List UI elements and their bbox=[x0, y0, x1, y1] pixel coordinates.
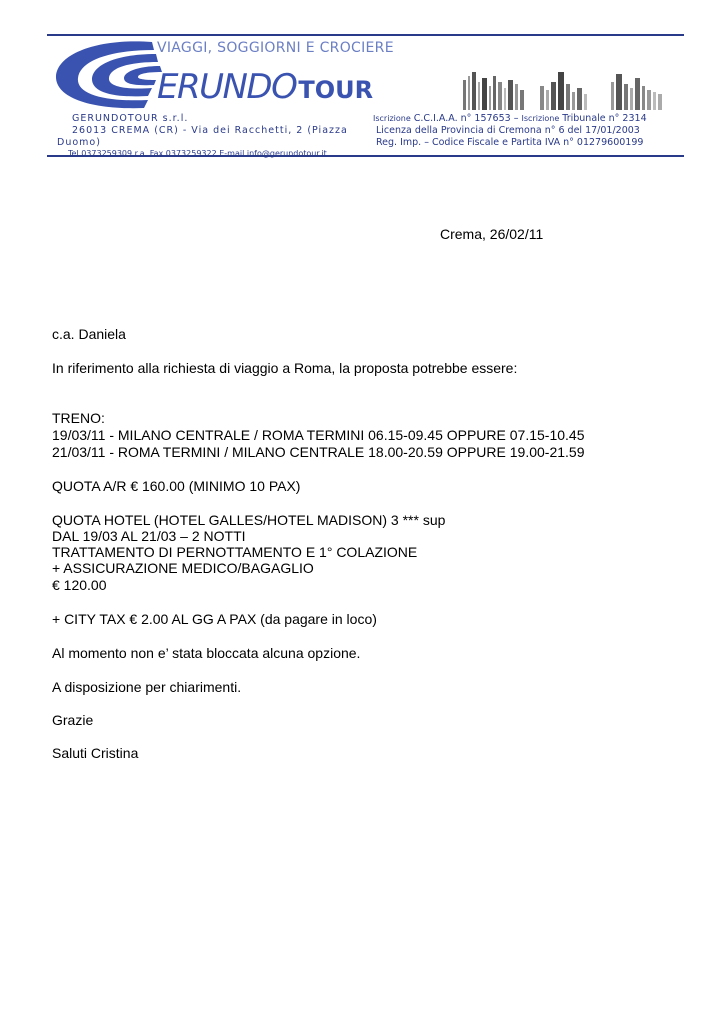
company-contacts: Tel 0373259309 r.a. Fax 0373259322 E-mail info@gerundotour.it bbox=[68, 149, 327, 158]
logo-tour-text: TOUR bbox=[298, 76, 374, 104]
train-title: TRENO: bbox=[52, 410, 105, 426]
letter-date: Crema, 26/02/11 bbox=[440, 226, 544, 242]
letter-intro: In riferimento alla richiesta di viaggio a Roma, la proposta potrebbe essere: bbox=[52, 360, 518, 376]
logo-main-text: ERUNDO bbox=[157, 67, 297, 107]
train-quote: QUOTA A/R € 160.00 (MINIMO 10 PAX) bbox=[52, 478, 301, 494]
license-info: Licenza della Provincia di Cremona n° 6 del 17/01/2003 bbox=[376, 125, 640, 136]
letter-recipient: c.a. Daniela bbox=[52, 326, 126, 342]
company-tagline: VIAGGI, SOGGIORNI E CROCIERE bbox=[157, 40, 394, 56]
company-name: GERUNDOTOUR s.r.l. bbox=[72, 113, 189, 124]
company-address: 26013 CREMA (CR) - Via dei Racchetti, 2 (Piazza bbox=[72, 125, 348, 136]
train-return: 21/03/11 - ROMA TERMINI / MILANO CENTRALE 18.00-20.59 OPPURE 19.00-21.59 bbox=[52, 444, 585, 460]
registry-separator: – bbox=[513, 113, 519, 124]
city-tax: + CITY TAX € 2.00 AL GG A PAX (da pagare in loco) bbox=[52, 611, 377, 627]
tribunal-value: Tribunale n° 2314 bbox=[562, 113, 647, 124]
certification-mark-2-icon bbox=[540, 72, 588, 110]
hotel-title: QUOTA HOTEL (HOTEL GALLES/HOTEL MADISON) 3 *** sup bbox=[52, 512, 446, 528]
tax-info: Reg. Imp. – Codice Fiscale e Partita IVA n° 01279600199 bbox=[376, 137, 644, 148]
certification-mark-1-icon bbox=[463, 72, 527, 110]
hotel-price: € 120.00 bbox=[52, 577, 107, 593]
option-note: Al momento non e’ stata bloccata alcuna opzione. bbox=[52, 645, 361, 661]
company-address-continued: Duomo) bbox=[57, 137, 101, 148]
company-logo-text bbox=[157, 67, 374, 107]
registry-label: Iscrizione bbox=[373, 114, 411, 123]
hotel-dates: DAL 19/03 AL 21/03 – 2 NOTTI bbox=[52, 528, 246, 544]
hotel-insurance: + ASSICURAZIONE MEDICO/BAGAGLIO bbox=[52, 560, 314, 576]
hotel-board: TRATTAMENTO DI PERNOTTAMENTO E 1° COLAZIONE bbox=[52, 544, 418, 560]
certification-mark-3-icon bbox=[611, 72, 663, 110]
train-outbound: 19/03/11 - MILANO CENTRALE / ROMA TERMINI 06.15-09.45 OPPURE 07.15-10.45 bbox=[52, 427, 585, 443]
tribunal-label: Iscrizione bbox=[521, 114, 560, 123]
signature: Saluti Cristina bbox=[52, 745, 139, 761]
header-top-rule bbox=[47, 34, 684, 36]
availability-note: A disposizione per chiarimenti. bbox=[52, 679, 242, 695]
registry-value: C.C.I.A.A. n° 157653 bbox=[413, 113, 511, 124]
thanks: Grazie bbox=[52, 712, 94, 728]
